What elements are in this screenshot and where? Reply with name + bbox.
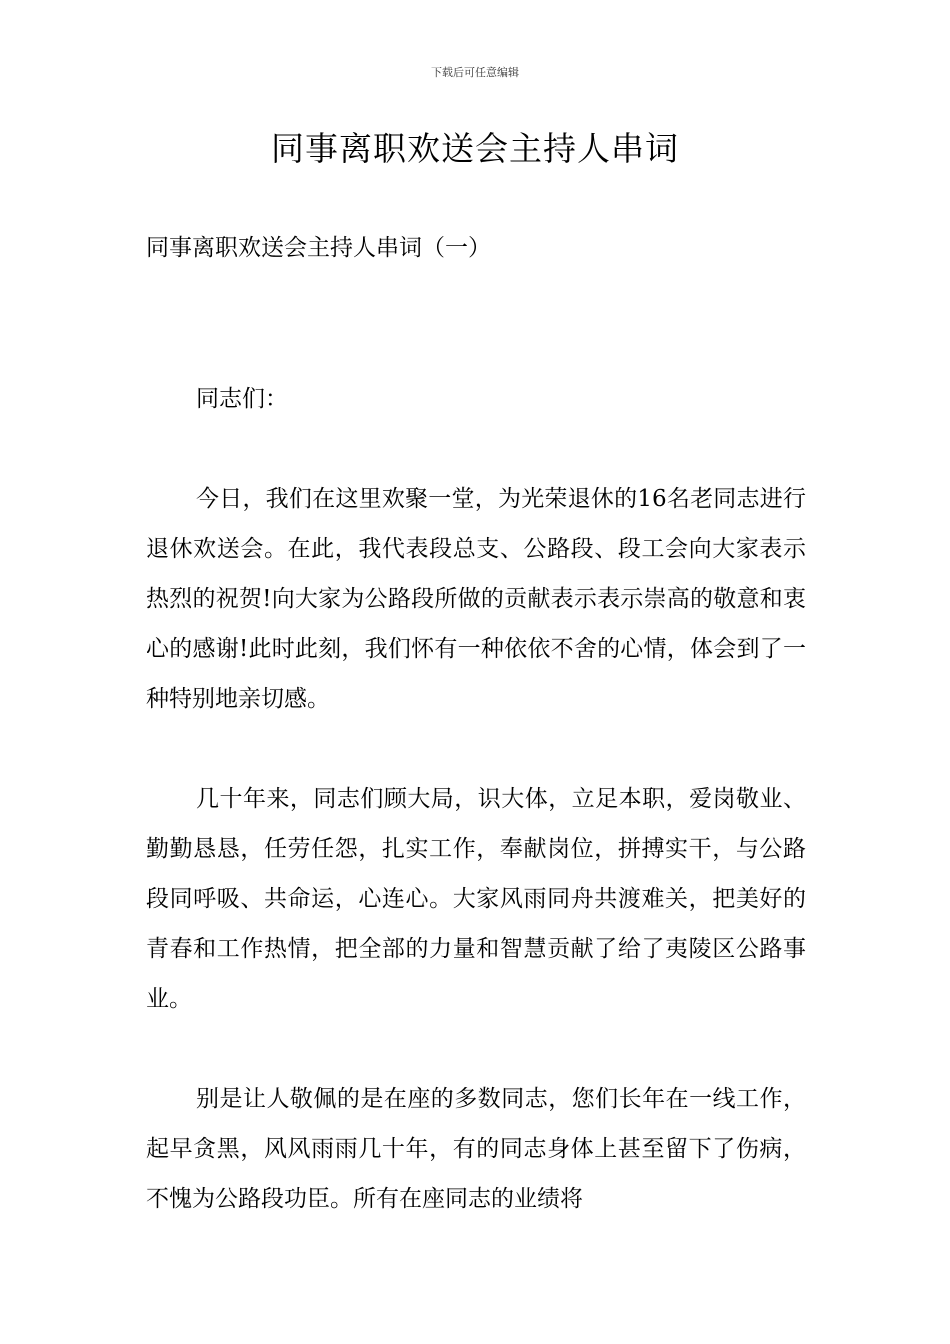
paragraph: 别是让人敬佩的是在座的多数同志，您们长年在一线工作，起早贪黑，风风雨雨几十年，有的同志身体上甚至留下了伤病，不愧为公路段功臣。所有在座同志的业绩将 [146, 1086, 806, 1212]
paragraph: 几十年来，同志们顾大局，识大体，立足本职，爱岗敬业、勤勤恳恳，任劳任怨，扎实工作，奉献岗位，拼搏实干，与公路段同呼吸、共命运，心连心。大家风雨同舟共渡难关，把美好的青春和工作热情，把全部的力量和智慧贡献了给了夷陵区公路事业。 [146, 786, 806, 1012]
paragraph: 今日，我们在这里欢聚一堂，为光荣退休的16名老同志进行退休欢送会。在此，我代表段总支、公路段、段工会向大家表示热烈的祝贺!向大家为公路段所做的贡献表示表示崇高的敬意和衷心的感谢!此时此刻，我们怀有一种依依不舍的心情，体会到了一种特别地亲切感。 [146, 486, 806, 712]
header-note: 下载后可任意编辑 [431, 66, 519, 79]
salutation: 同志们： [196, 386, 288, 412]
document-subtitle: 同事离职欢送会主持人串词（一） [146, 235, 491, 261]
document-title: 同事离职欢送会主持人串词 [271, 129, 679, 168]
